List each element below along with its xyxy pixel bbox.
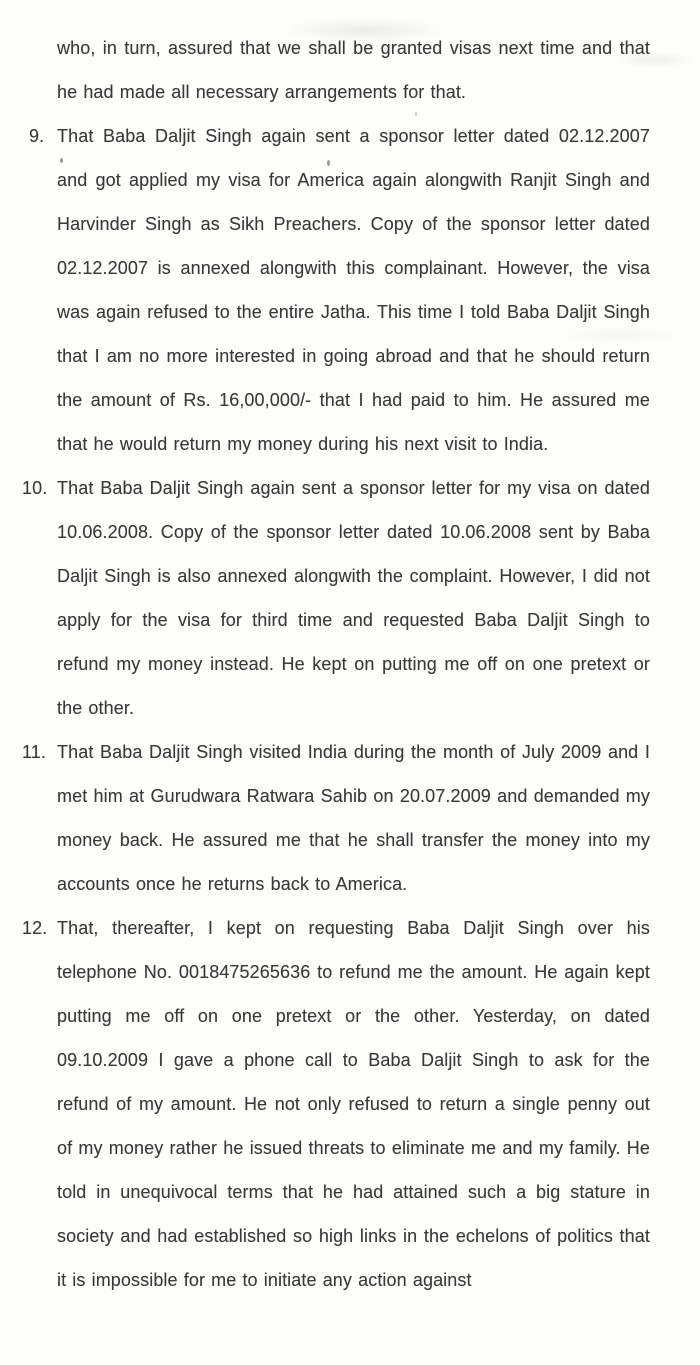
paragraph-10 xyxy=(22,466,650,730)
paragraph-text: That, thereafter, I kept on requesting Baba Daljit Singh over his telephone No. 0018475265636 to refund me the amount. He again kept putting me off on one pretext or the other. Yesterday, on dated 09.10.2009 I gave a phone call to Baba Daljit Singh to ask for the refund of my amount. He not only refused to return a single penny out of my money rather he issued threats to eliminate me and my family. He told in unequivocal terms that he had attained such a big stature in society and had established so high links in the echelons of politics that it is impossible for me to initiate any action against xyxy=(57,918,650,1290)
paragraph-text: That Baba Daljit Singh again sent a sponsor letter dated 02.12.2007 and got applied my visa for America again alongwith Ranjit Singh and Harvinder Singh as Sikh Preachers. Copy of the sponsor letter dated 02.12.2007 is annexed alongwith this complainant. However, the visa was again refused to the entire Jatha. This time I told Baba Daljit Singh that I am no more interested in going abroad and that he should return the amount of Rs. 16,00,000/- that I had paid to him. He assured me that he would return my money during his next visit to India. xyxy=(57,126,650,454)
paragraph-number: 10. xyxy=(22,478,48,498)
paragraph-9 xyxy=(22,114,650,466)
scan-artifact-speck xyxy=(60,158,63,163)
paragraph-text: That Baba Daljit Singh visited India during the month of July 2009 and I met him at Gurudwara Ratwara Sahib on 20.07.2009 and demanded my money back. He assured me that he shall transfer the money into my accounts once he returns back to America. xyxy=(57,742,650,894)
paragraph-text: That Baba Daljit Singh again sent a sponsor letter for my visa on dated 10.06.2008. Copy of the sponsor letter dated 10.06.2008 sent by Baba Daljit Singh is also annexed alongwith the complaint. However, I did not apply for the visa for third time and requested Baba Daljit Singh to refund my money instead. He kept on putting me off on one pretext or the other. xyxy=(57,478,650,718)
scan-artifact-speck xyxy=(415,112,417,116)
paragraph-11 xyxy=(22,730,650,906)
paragraph-number: 11. xyxy=(22,742,46,762)
paragraph-number: 9. xyxy=(29,126,45,146)
scan-artifact-speck xyxy=(327,160,330,166)
paragraph-12 xyxy=(22,906,650,1302)
paragraph-text: who, in turn, assured that we shall be granted visas next time and that he had made all necessary arrangements for that. xyxy=(57,38,650,102)
paragraph-number: 12. xyxy=(22,918,48,938)
paragraph-continuation xyxy=(57,26,650,114)
